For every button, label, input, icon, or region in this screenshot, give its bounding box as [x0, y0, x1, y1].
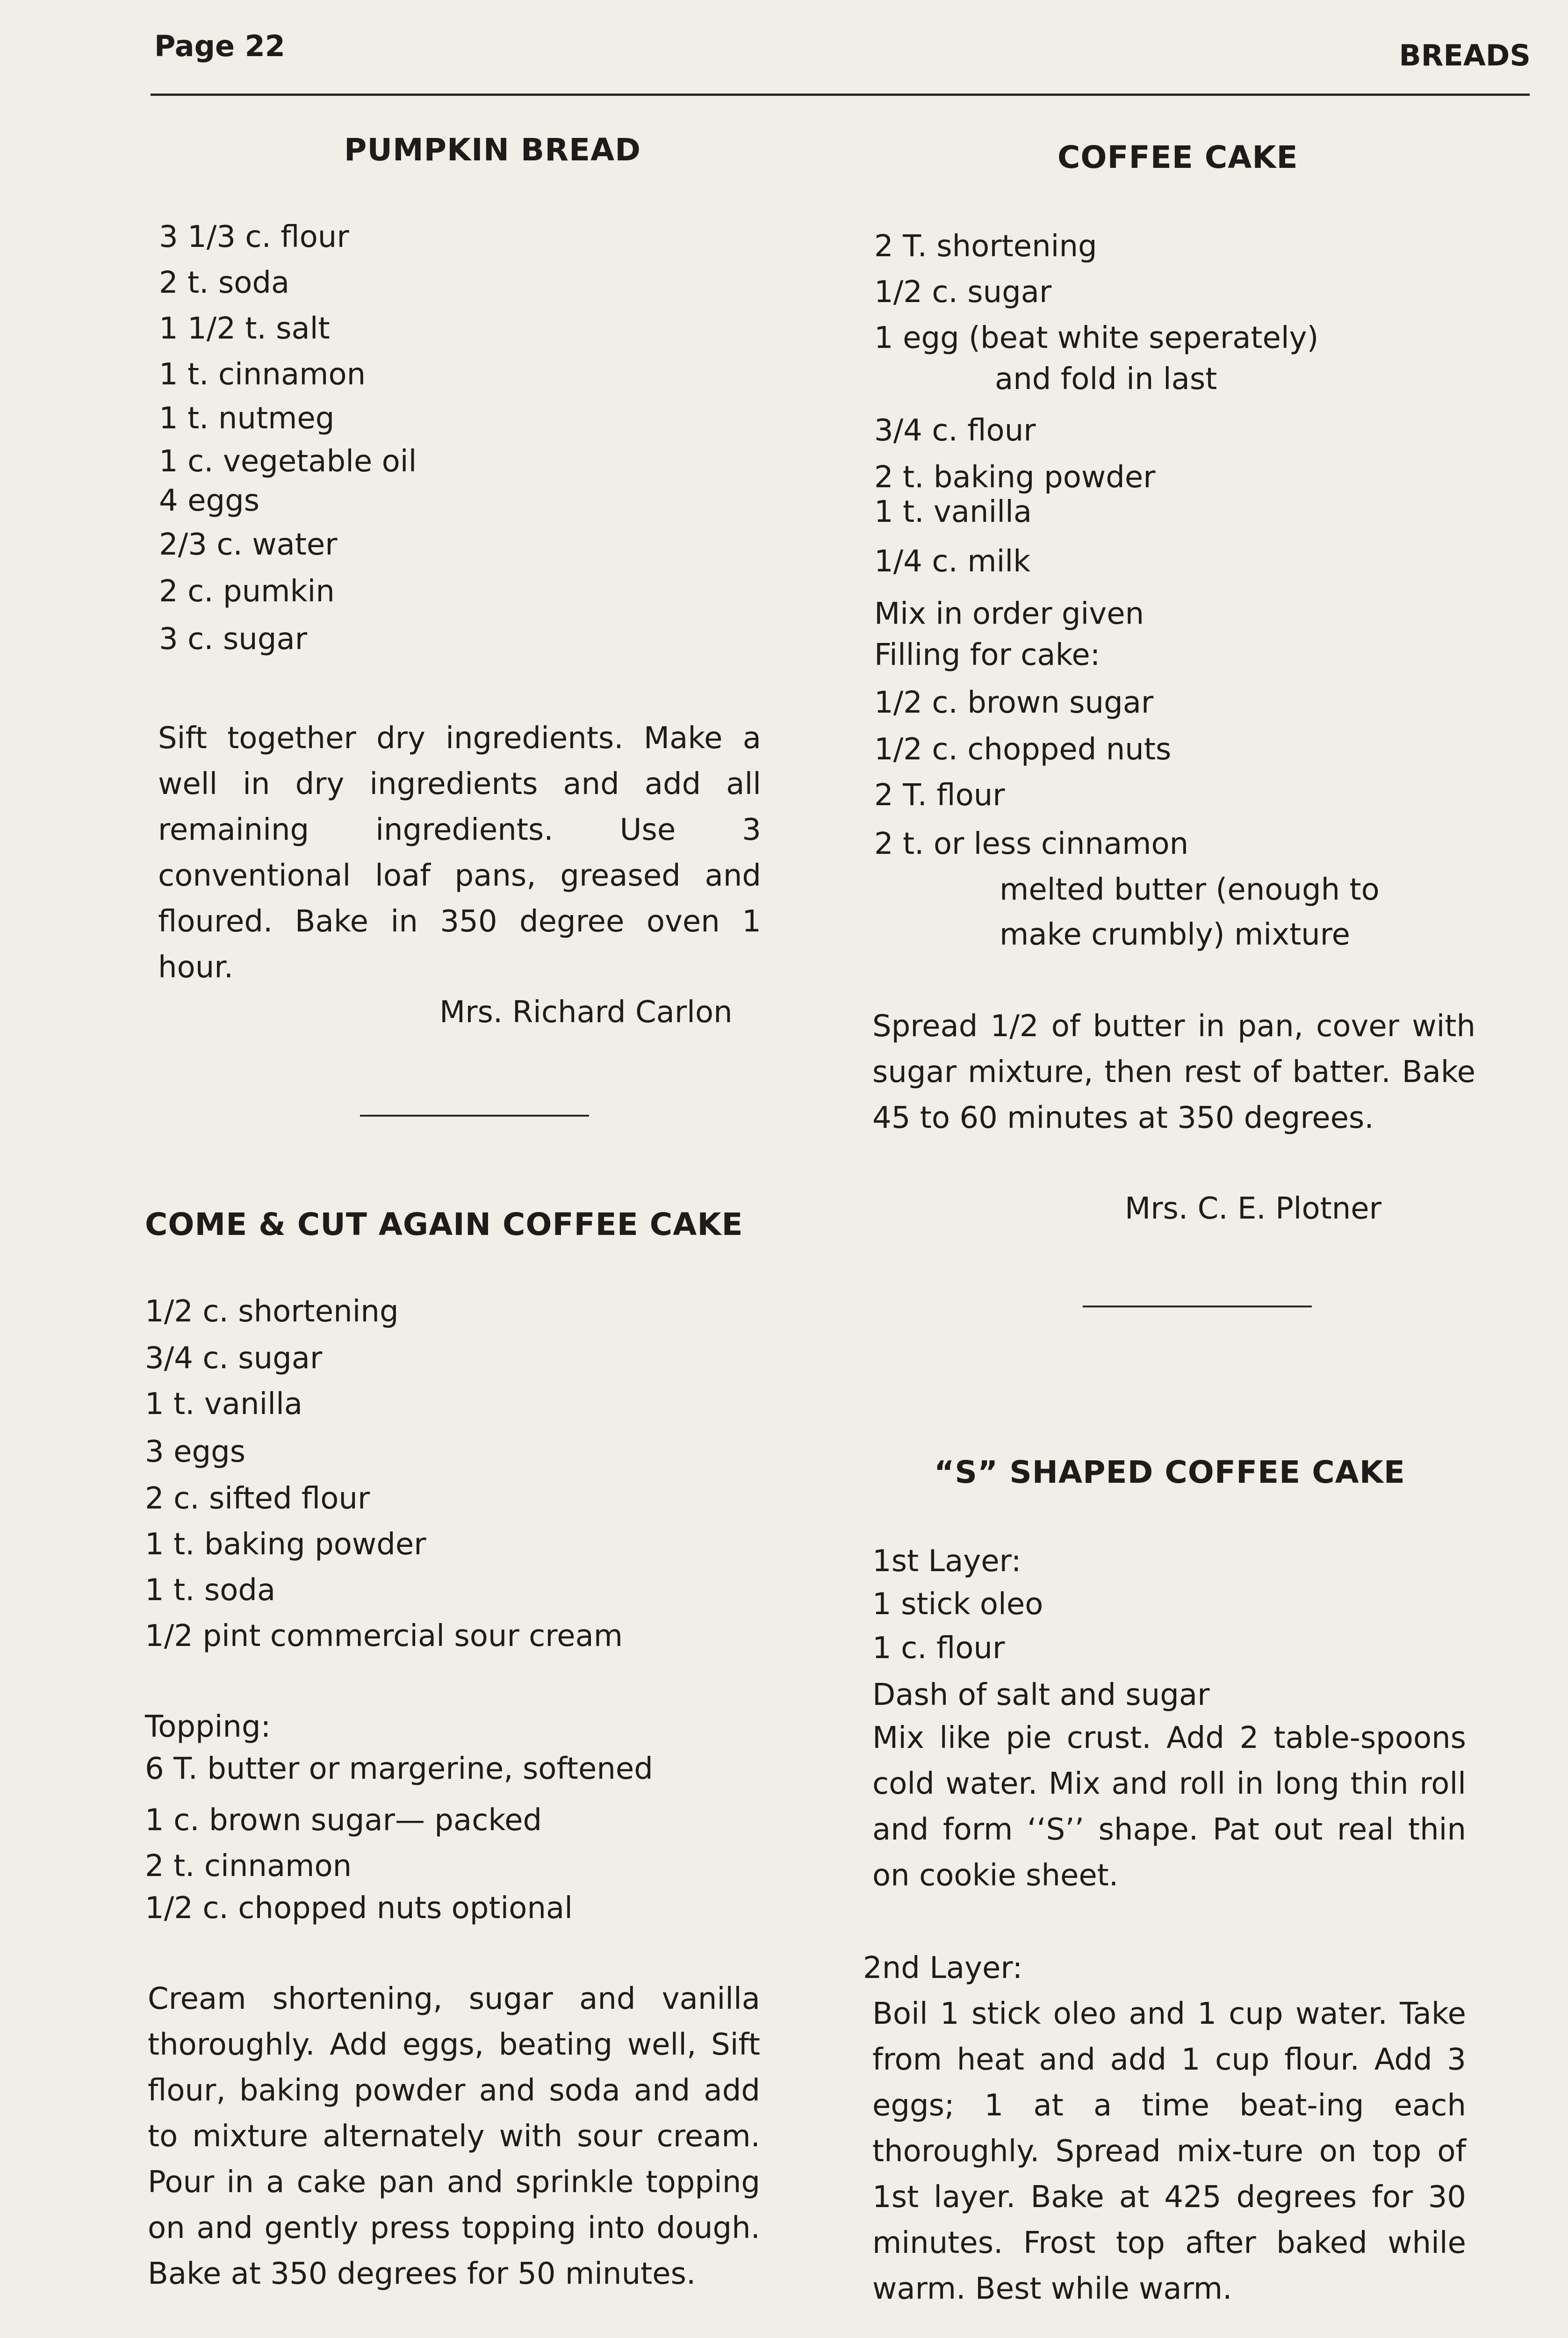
recipe-author: Mrs. Richard Carlon — [439, 995, 733, 1030]
ingredient: 1 t. nutmeg — [159, 401, 335, 436]
recipe-directions: Mix like pie crust. Add 2 table-spoons cold water. Mix and roll in long thin roll and form ‘‘S’’ shape. Pat out real thin on cookie sheet. — [872, 1721, 1466, 1893]
ingredient: 2/3 c. water — [159, 527, 338, 562]
ingredient: 1 stick oleo — [872, 1587, 1043, 1622]
ingredient: 2 T. flour — [874, 778, 1005, 813]
ingredient: and fold in last — [995, 362, 1217, 397]
ingredient: 1 t. baking powder — [145, 1527, 426, 1562]
layer-label: 2nd Layer: — [863, 1951, 1023, 1985]
ingredient: 1 1/2 t. salt — [159, 311, 330, 346]
recipe-directions: Boil 1 stick oleo and 1 cup water. Take from heat and add 1 cup flour. Add 3 eggs; 1 at a time beat-ing each thoroughly. Spread mix-ture on top of 1st layer. Bake at 425 degrees for 30 minutes. Frost top after baked while warm. Best while warm. — [872, 1997, 1466, 2306]
ingredient: 1 t. cinnamon — [159, 357, 366, 392]
ingredient: 1/4 c. milk — [874, 544, 1031, 579]
topping-label: Topping: — [145, 1710, 271, 1744]
section-title: BREADS — [1399, 38, 1531, 72]
ingredient: make crumbly) mixture — [1000, 917, 1350, 952]
ingredient: 1/2 c. shortening — [145, 1294, 399, 1329]
ingredient: 1 t. soda — [145, 1573, 276, 1608]
ingredient: 1 c. vegetable oil — [159, 444, 417, 479]
ingredient: 3 1/3 c. flour — [159, 220, 349, 254]
ingredient: 1/2 c. chopped nuts — [874, 732, 1172, 767]
ingredient: Filling for cake: — [874, 638, 1100, 672]
ingredient: 3 eggs — [145, 1435, 246, 1469]
recipe-title-s-shaped-coffee-cake: “S” SHAPED COFFEE CAKE — [934, 1454, 1405, 1490]
ingredient: 1 c. flour — [872, 1631, 1005, 1666]
recipe-directions: Cream shortening, sugar and vanilla thoroughly. Add eggs, beating well, Sift flour, baking powder and soda and add to mixture alternately with sour cream. Pour in a cake pan and sprinkle topping on and gently press topping into dough. Bake at 350 degrees for 50 minutes. — [148, 1982, 760, 2291]
recipe-title-pumpkin-bread: PUMPKIN BREAD — [344, 132, 641, 168]
ingredient: melted butter (enough to — [1000, 873, 1380, 907]
recipe-author: Mrs. C. E. Plotner — [1125, 1191, 1381, 1226]
ingredient: 2 T. shortening — [874, 229, 1097, 264]
page-number: Page 22 — [154, 29, 285, 63]
recipe-title-coffee-cake: COFFEE CAKE — [1057, 139, 1298, 175]
layer-label: 1st Layer: — [872, 1544, 1021, 1579]
ingredient: Mix in order given — [874, 597, 1144, 631]
recipe-directions: Spread 1/2 of butter in pan, cover with sugar mixture, then rest of batter. Bake 45 to 60 minutes at 350 degrees. — [872, 1009, 1475, 1135]
ingredient: 2 c. sifted flour — [145, 1481, 370, 1516]
ingredient: 1 t. vanilla — [145, 1387, 303, 1422]
recipe-divider — [1083, 1306, 1312, 1307]
ingredient: 4 eggs — [159, 483, 260, 518]
recipe-title-come-cut-again: COME & CUT AGAIN COFFEE CAKE — [145, 1206, 743, 1242]
topping-item: 2 t. cinnamon — [145, 1849, 352, 1883]
ingredient: Dash of salt and sugar — [872, 1678, 1210, 1712]
recipe-directions: Sift together dry ingredients. Make a well in dry ingredients and add all remaining ingredients. Use 3 conventional loaf pans, greased and floured. Bake in 350 degree oven 1 hour. — [158, 721, 761, 985]
ingredient: 2 t. soda — [159, 266, 290, 300]
topping-item: 1/2 c. chopped nuts optional — [145, 1891, 573, 1926]
ingredient: 2 t. baking powder — [874, 460, 1156, 495]
ingredient: 2 c. pumkin — [159, 574, 335, 609]
ingredient: 1 t. vanilla — [874, 495, 1032, 529]
ingredient: 3/4 c. flour — [874, 413, 1036, 448]
ingredient: 1/2 pint commercial sour cream — [145, 1619, 623, 1653]
ingredient: 1/2 c. brown sugar — [874, 686, 1154, 720]
ingredient: 3/4 c. sugar — [145, 1341, 323, 1376]
ingredient: 1 egg (beat white seperately) — [874, 321, 1319, 355]
recipe-divider — [360, 1115, 589, 1117]
topping-item: 6 T. butter or margerine, softened — [145, 1752, 653, 1786]
ingredient: 1/2 c. sugar — [874, 275, 1052, 310]
ingredient: 2 t. or less cinnamon — [874, 827, 1189, 861]
topping-item: 1 c. brown sugar— packed — [145, 1803, 542, 1838]
ingredient: 3 c. sugar — [159, 622, 307, 657]
header-rule — [151, 94, 1530, 96]
